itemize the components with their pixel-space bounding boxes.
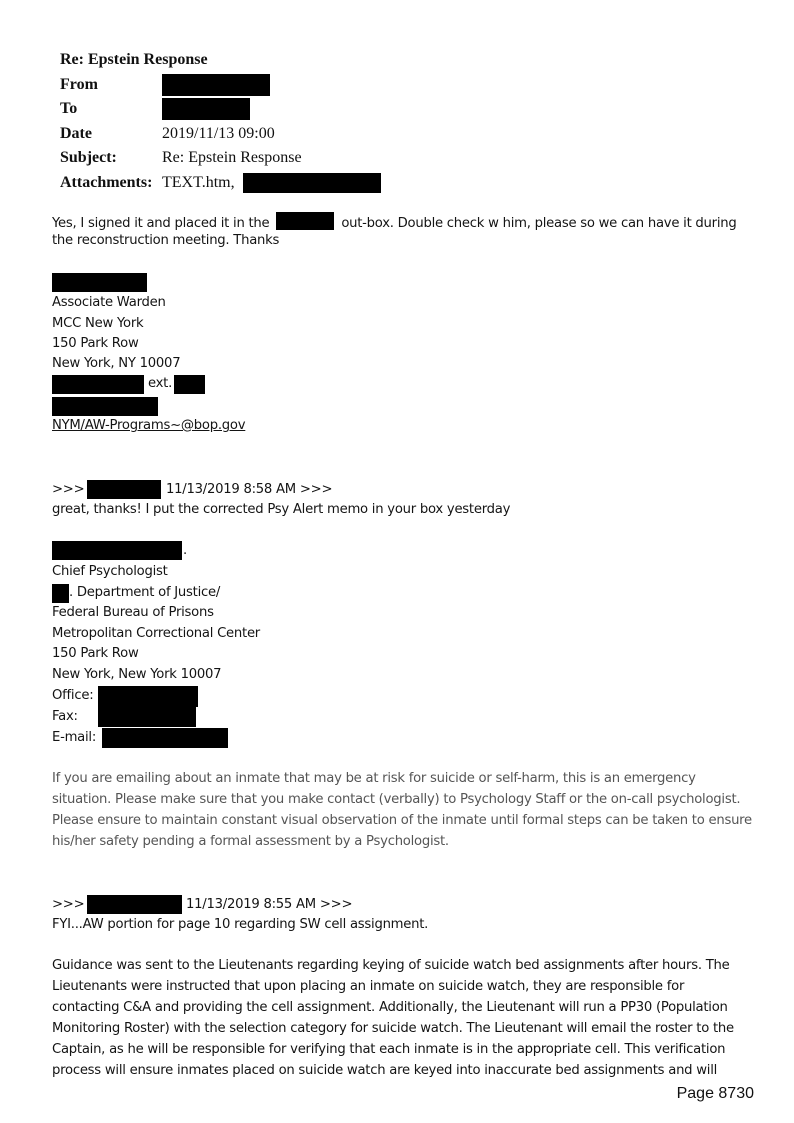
- attachments-value: TEXT.htm,: [162, 173, 235, 191]
- quote2-timestamp: 11/13/2019 8:55 AM >>>: [186, 897, 353, 912]
- date-label: Date: [60, 124, 92, 142]
- quote2-para-line-5: Captain, as he will be responsible for verifying that each inmate is in the appropriate cell. This verification: [52, 1042, 726, 1057]
- quote2-para-line-1: Guidance was sent to the Lieutenants regarding keying of suicide watch bed assignments after hours. The: [52, 958, 730, 973]
- quote1-sig-dept: . Department of Justice/: [69, 585, 221, 600]
- quote2-sender-redaction: [87, 895, 182, 914]
- psychologist-name-redaction: [52, 541, 182, 560]
- quote1-sig-city: New York, New York 10007: [52, 667, 222, 682]
- quote1-prefix: >>>: [52, 482, 85, 497]
- quote1-text: great, thanks! I put the corrected Psy Alert memo in your box yesterday: [52, 502, 511, 517]
- quote1-sig-title: Chief Psychologist: [52, 564, 168, 579]
- subject-value: Re: Epstein Response: [162, 149, 302, 166]
- extra-redaction: [52, 397, 158, 416]
- notice-line-2: situation. Please make sure that you make contact (verbally) to Psychology Staff or the on-call psychologist.: [52, 792, 741, 807]
- reply-line-2: the reconstruction meeting. Thanks: [52, 233, 280, 248]
- quote1-sig-dot: .: [183, 543, 187, 558]
- reply-line-1: [52, 212, 736, 231]
- office-redaction: [98, 686, 198, 707]
- email-label: E-mail:: [52, 730, 97, 745]
- to-row: [60, 97, 381, 122]
- from-label: From: [60, 75, 98, 93]
- fax-label: Fax:: [52, 709, 78, 724]
- quote1-sender-redaction: [87, 480, 161, 499]
- attachment-redaction: [243, 173, 381, 193]
- page-number: Page 8730: [676, 1085, 754, 1102]
- office-label: Office:: [52, 688, 94, 703]
- quote1-sig-bureau: Federal Bureau of Prisons: [52, 605, 214, 620]
- to-redaction: [162, 98, 250, 120]
- from-redaction: [162, 74, 270, 96]
- quote1-sig-street: 150 Park Row: [52, 646, 139, 661]
- subject-row: [60, 146, 381, 171]
- dept-prefix-redaction: [52, 584, 69, 603]
- notice-line-3: Please ensure to maintain constant visual observation of the inmate until formal steps can be taken to ensure: [52, 813, 752, 828]
- quote1-sig-center: Metropolitan Correctional Center: [52, 626, 260, 641]
- quote2-para-line-6: process will ensure inmates placed on suicide watch are keyed into inaccurate bed assignments and will: [52, 1063, 718, 1078]
- quote2-para-line-3: contacting C&A and providing the cell assignment. Additionally, the Lieutenant will run a PP30 (Population: [52, 1000, 728, 1015]
- to-label: To: [60, 100, 78, 117]
- sig-city: New York, NY 10007: [52, 356, 181, 371]
- sig-email-link[interactable]: NYM/AW-Programs~@bop.gov: [52, 418, 246, 433]
- quote2-prefix: >>>: [52, 897, 85, 912]
- quote2-para-line-4: Monitoring Roster) with the selection category for suicide watch. The Lieutenant will email the roster to the: [52, 1021, 734, 1036]
- reply-text-a: Yes, I signed it and placed it in the: [52, 216, 270, 231]
- notice-line-4: his/her safety pending a formal assessment by a Psychologist.: [52, 834, 449, 849]
- sig-street: 150 Park Row: [52, 336, 139, 351]
- attachments-row: [60, 171, 381, 196]
- sig-ext-label: ext.: [148, 376, 173, 391]
- sender-name-redaction: [52, 273, 147, 292]
- quote2-para-line-2: Lieutenants were instructed that upon placing an inmate on suicide watch, they are responsible for: [52, 979, 685, 994]
- notice-line-1: If you are emailing about an inmate that may be at risk for suicide or self-harm, this is an emergency: [52, 771, 696, 786]
- from-row: [60, 73, 381, 98]
- attachments-label: Attachments:: [60, 173, 153, 191]
- date-row: [60, 122, 381, 147]
- reply-text-b: out-box. Double check w him, please so we can have it during: [341, 216, 737, 231]
- fax-redaction: [98, 707, 196, 727]
- sig-org: MCC New York: [52, 316, 144, 331]
- email-header: [60, 48, 381, 195]
- phone-redaction: [52, 375, 144, 394]
- email-title-row: [60, 48, 381, 73]
- subject-label: Subject:: [60, 149, 117, 166]
- reply-redaction: [276, 212, 334, 230]
- sig-title: Associate Warden: [52, 295, 166, 310]
- date-value: 2019/11/13 09:00: [162, 124, 275, 142]
- ext-redaction: [174, 375, 205, 394]
- email-redaction: [102, 728, 228, 748]
- quote2-text: FYI...AW portion for page 10 regarding SW cell assignment.: [52, 917, 429, 932]
- quote1-timestamp: 11/13/2019 8:58 AM >>>: [166, 482, 333, 497]
- email-title: Re: Epstein Response: [60, 51, 208, 68]
